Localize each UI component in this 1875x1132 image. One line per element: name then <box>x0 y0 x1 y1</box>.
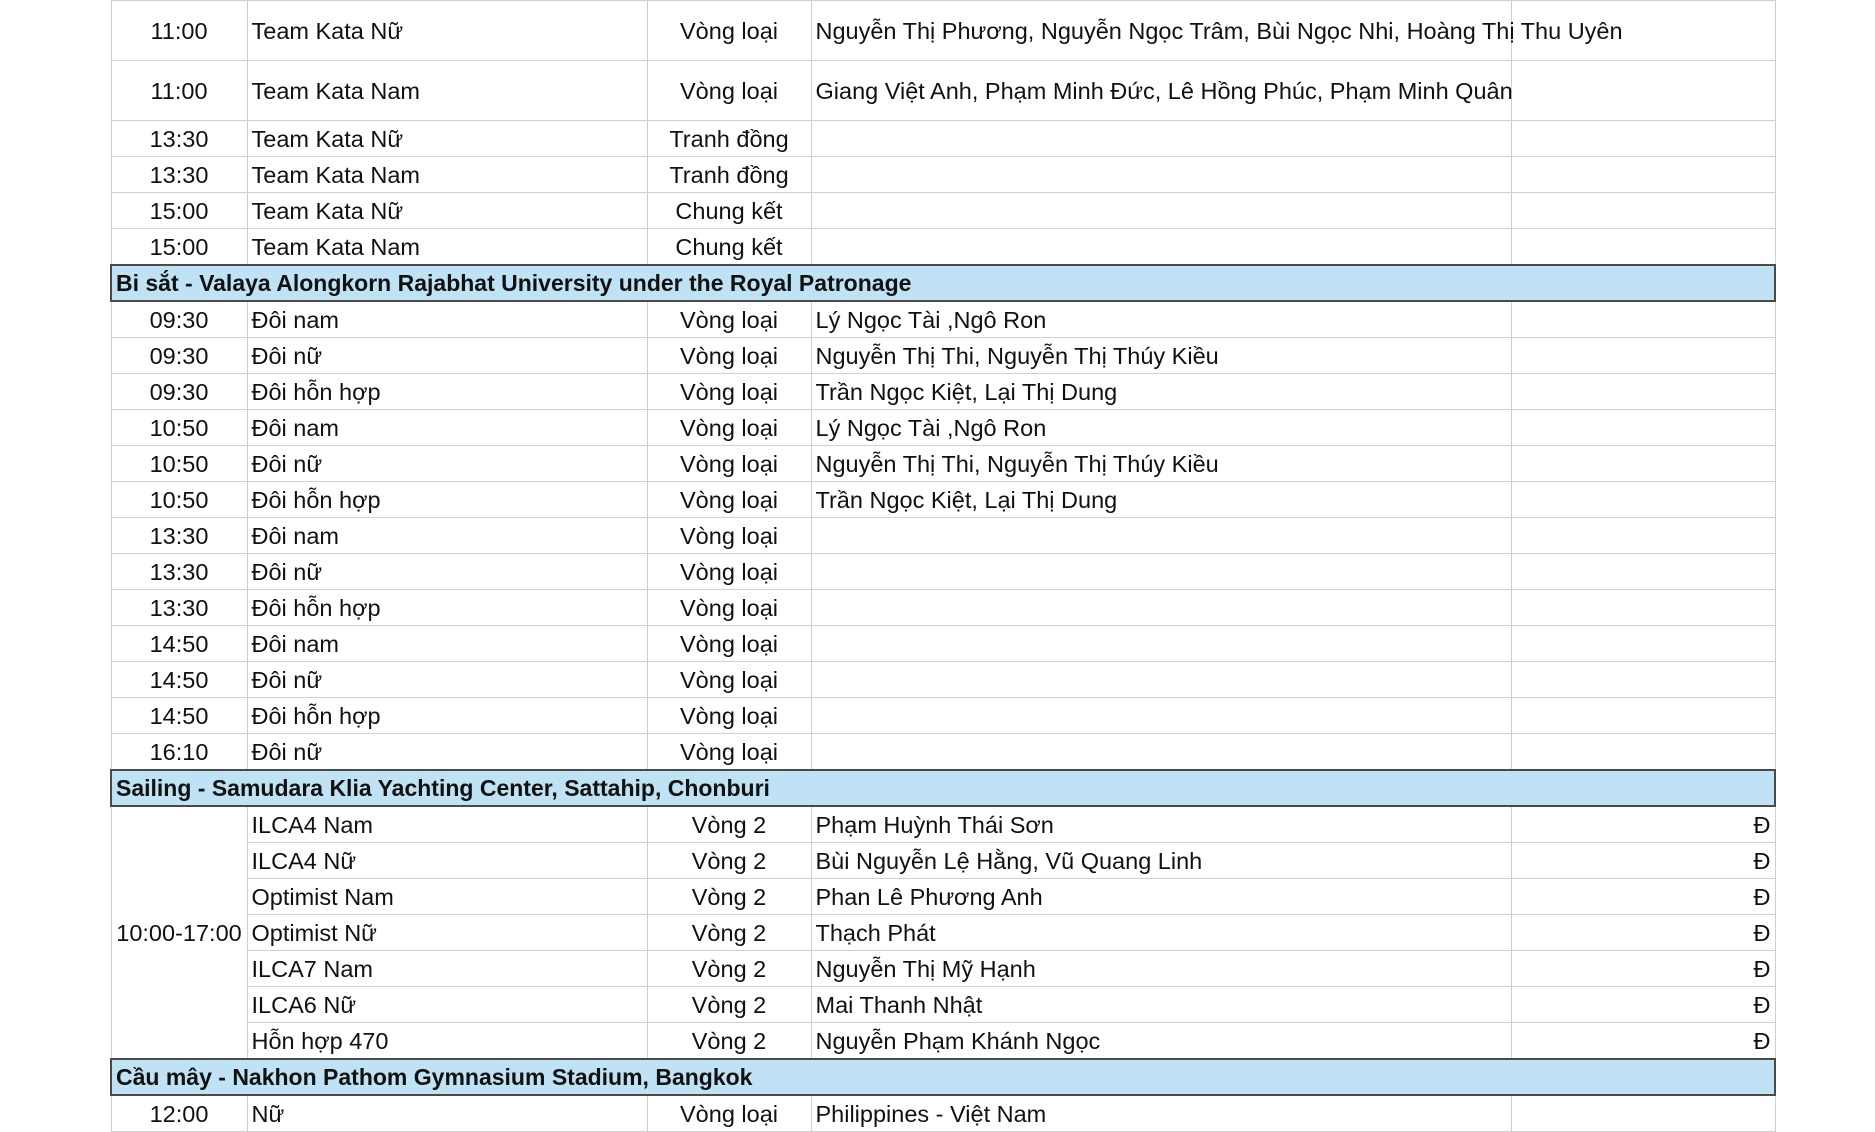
note-cell <box>1511 554 1775 590</box>
table-row <box>111 338 1775 374</box>
round-cell: Vòng loại <box>647 1 811 61</box>
round-cell: Vòng loại <box>647 554 811 590</box>
note-cell: Đ <box>1511 843 1775 879</box>
note-cell: Đ <box>1511 1023 1775 1060</box>
event-cell: Đôi nữ <box>247 734 647 771</box>
round-cell: Vòng loại <box>647 662 811 698</box>
table-row <box>111 518 1775 554</box>
round-cell: Vòng 2 <box>647 843 811 879</box>
athletes-cell: Trần Ngọc Kiệt, Lại Thị Dung <box>811 482 1511 518</box>
athletes-cell: Nguyễn Phạm Khánh Ngọc <box>811 1023 1511 1060</box>
event-cell: Optimist Nam <box>247 879 647 915</box>
event-cell: Đôi nam <box>247 518 647 554</box>
round-cell: Vòng loại <box>647 734 811 771</box>
table-row <box>111 554 1775 590</box>
table-row <box>111 1095 1775 1132</box>
round-cell: Tranh đồng <box>647 157 811 193</box>
schedule-table <box>110 0 1776 1132</box>
athletes-cell: Lý Ngọc Tài ,Ngô Ron <box>811 301 1511 338</box>
round-cell: Tranh đồng <box>647 121 811 157</box>
table-row <box>111 1023 1775 1060</box>
table-row <box>111 987 1775 1023</box>
event-cell: Đôi nam <box>247 626 647 662</box>
round-cell: Chung kết <box>647 193 811 229</box>
athletes-cell: Trần Ngọc Kiệt, Lại Thị Dung <box>811 374 1511 410</box>
note-cell: Đ <box>1511 987 1775 1023</box>
time-cell: 11:00 <box>111 1 247 61</box>
time-cell: 14:50 <box>111 662 247 698</box>
time-cell: 09:30 <box>111 301 247 338</box>
round-cell: Vòng loại <box>647 338 811 374</box>
table-row <box>111 410 1775 446</box>
athletes-cell <box>811 734 1511 771</box>
event-cell: Đôi hỗn hợp <box>247 374 647 410</box>
event-cell: Nữ <box>247 1095 647 1132</box>
athletes-cell <box>811 698 1511 734</box>
time-cell: 10:50 <box>111 446 247 482</box>
time-cell: 10:50 <box>111 482 247 518</box>
note-cell <box>1511 446 1775 482</box>
time-cell: 13:30 <box>111 518 247 554</box>
table-row <box>111 662 1775 698</box>
event-cell: Đôi nữ <box>247 554 647 590</box>
table-row <box>111 61 1775 121</box>
round-cell: Vòng loại <box>647 698 811 734</box>
event-cell: Đôi hỗn hợp <box>247 698 647 734</box>
event-cell: Team Kata Nam <box>247 61 647 121</box>
athletes-cell: Philippines - Việt Nam <box>811 1095 1511 1132</box>
athletes-cell: Mai Thanh Nhật <box>811 987 1511 1023</box>
round-cell: Vòng 2 <box>647 915 811 951</box>
note-cell <box>1511 482 1775 518</box>
note-cell <box>1511 410 1775 446</box>
round-cell: Vòng 2 <box>647 951 811 987</box>
time-cell: 16:10 <box>111 734 247 771</box>
event-cell: Đôi nữ <box>247 446 647 482</box>
event-cell: Optimist Nữ <box>247 915 647 951</box>
athletes-cell: Thạch Phát <box>811 915 1511 951</box>
time-cell: 14:50 <box>111 626 247 662</box>
event-cell: Team Kata Nam <box>247 229 647 266</box>
athletes-cell: Bùi Nguyễn Lệ Hằng, Vũ Quang Linh <box>811 843 1511 879</box>
time-cell: 15:00 <box>111 229 247 266</box>
event-cell: ILCA6 Nữ <box>247 987 647 1023</box>
round-cell: Chung kết <box>647 229 811 266</box>
table-row <box>111 1 1775 61</box>
time-cell: 13:30 <box>111 121 247 157</box>
event-cell: Đôi hỗn hợp <box>247 590 647 626</box>
event-cell: ILCA7 Nam <box>247 951 647 987</box>
note-cell <box>1511 590 1775 626</box>
athletes-cell: Lý Ngọc Tài ,Ngô Ron <box>811 410 1511 446</box>
athletes-cell <box>811 229 1511 266</box>
event-cell: Hỗn hợp 470 <box>247 1023 647 1060</box>
time-cell: 13:30 <box>111 157 247 193</box>
note-cell <box>1511 734 1775 771</box>
note-cell: Đ <box>1511 806 1775 843</box>
round-cell: Vòng 2 <box>647 987 811 1023</box>
round-cell: Vòng loại <box>647 590 811 626</box>
time-cell: 09:30 <box>111 374 247 410</box>
note-cell: Đ <box>1511 879 1775 915</box>
time-cell: 13:30 <box>111 554 247 590</box>
table-row <box>111 915 1775 951</box>
athletes-cell: Giang Việt Anh, Phạm Minh Đức, Lê Hồng Phúc, Phạm Minh Quân <box>811 61 1511 121</box>
athletes-cell <box>811 121 1511 157</box>
event-cell: Team Kata Nam <box>247 157 647 193</box>
event-cell: Team Kata Nữ <box>247 1 647 61</box>
athletes-cell <box>811 518 1511 554</box>
time-cell: 14:50 <box>111 698 247 734</box>
note-cell <box>1511 1095 1775 1132</box>
time-cell: 15:00 <box>111 193 247 229</box>
table-row <box>111 482 1775 518</box>
time-cell: 10:50 <box>111 410 247 446</box>
section-header-sailing <box>111 770 1775 806</box>
athletes-cell: Phan Lê Phương Anh <box>811 879 1511 915</box>
round-cell: Vòng 2 <box>647 1023 811 1060</box>
table-row <box>111 590 1775 626</box>
table-row <box>111 698 1775 734</box>
athletes-cell: Nguyễn Thị Mỹ Hạnh <box>811 951 1511 987</box>
table-row <box>111 446 1775 482</box>
event-cell: Đôi nữ <box>247 338 647 374</box>
table-row <box>111 879 1775 915</box>
round-cell: Vòng loại <box>647 518 811 554</box>
table-row <box>111 121 1775 157</box>
note-cell <box>1511 157 1775 193</box>
note-cell: Đ <box>1511 915 1775 951</box>
round-cell: Vòng 2 <box>647 806 811 843</box>
athletes-cell <box>811 662 1511 698</box>
event-cell: ILCA4 Nam <box>247 806 647 843</box>
note-cell <box>1511 626 1775 662</box>
table-row <box>111 301 1775 338</box>
section-title: Cầu mây - Nakhon Pathom Gymnasium Stadium, Bangkok <box>111 1059 1775 1095</box>
athletes-cell <box>811 193 1511 229</box>
event-cell: Đôi nữ <box>247 662 647 698</box>
round-cell: Vòng loại <box>647 482 811 518</box>
time-cell: 13:30 <box>111 590 247 626</box>
event-cell: Đôi nam <box>247 301 647 338</box>
event-cell: ILCA4 Nữ <box>247 843 647 879</box>
table-row <box>111 193 1775 229</box>
table-row <box>111 157 1775 193</box>
note-cell <box>1511 662 1775 698</box>
section-title: Sailing - Samudara Klia Yachting Center, Sattahip, Chonburi <box>111 770 1775 806</box>
note-cell <box>1511 121 1775 157</box>
section-title: Bi sắt - Valaya Alongkorn Rajabhat University under the Royal Patronage <box>111 265 1775 301</box>
table-row <box>111 843 1775 879</box>
time-cell: 11:00 <box>111 61 247 121</box>
table-row <box>111 734 1775 771</box>
table-row <box>111 626 1775 662</box>
note-cell: Đ <box>1511 951 1775 987</box>
table-row <box>111 951 1775 987</box>
note-cell <box>1511 374 1775 410</box>
athletes-cell: Nguyễn Thị Thi, Nguyễn Thị Thúy Kiều <box>811 446 1511 482</box>
round-cell: Vòng loại <box>647 61 811 121</box>
section-header-sepak-takraw <box>111 1059 1775 1095</box>
event-cell: Đôi hỗn hợp <box>247 482 647 518</box>
event-cell: Team Kata Nữ <box>247 121 647 157</box>
note-cell <box>1511 518 1775 554</box>
athletes-cell: Nguyễn Thị Thi, Nguyễn Thị Thúy Kiều <box>811 338 1511 374</box>
round-cell: Vòng 2 <box>647 879 811 915</box>
table-row <box>111 229 1775 266</box>
athletes-cell <box>811 157 1511 193</box>
athletes-cell: Phạm Huỳnh Thái Sơn <box>811 806 1511 843</box>
athletes-cell <box>811 554 1511 590</box>
time-cell: 12:00 <box>111 1095 247 1132</box>
round-cell: Vòng loại <box>647 626 811 662</box>
note-cell <box>1511 193 1775 229</box>
time-cell: 09:30 <box>111 338 247 374</box>
table-row <box>111 806 1775 843</box>
athletes-cell: Nguyễn Thị Phương, Nguyễn Ngọc Trâm, Bùi Ngọc Nhi, Hoàng Thị Thu Uyên <box>811 1 1511 61</box>
schedule-body <box>111 1 1775 1132</box>
table-row <box>111 374 1775 410</box>
round-cell: Vòng loại <box>647 410 811 446</box>
note-cell <box>1511 698 1775 734</box>
note-cell <box>1511 338 1775 374</box>
round-cell: Vòng loại <box>647 1095 811 1132</box>
section-header-petanque <box>111 265 1775 301</box>
athletes-cell <box>811 590 1511 626</box>
round-cell: Vòng loại <box>647 301 811 338</box>
round-cell: Vòng loại <box>647 446 811 482</box>
note-cell <box>1511 301 1775 338</box>
event-cell: Đôi nam <box>247 410 647 446</box>
athletes-cell <box>811 626 1511 662</box>
note-cell <box>1511 229 1775 266</box>
round-cell: Vòng loại <box>647 374 811 410</box>
merged-time-cell: 10:00-17:00 <box>111 806 247 1059</box>
note-cell <box>1511 61 1775 121</box>
event-cell: Team Kata Nữ <box>247 193 647 229</box>
